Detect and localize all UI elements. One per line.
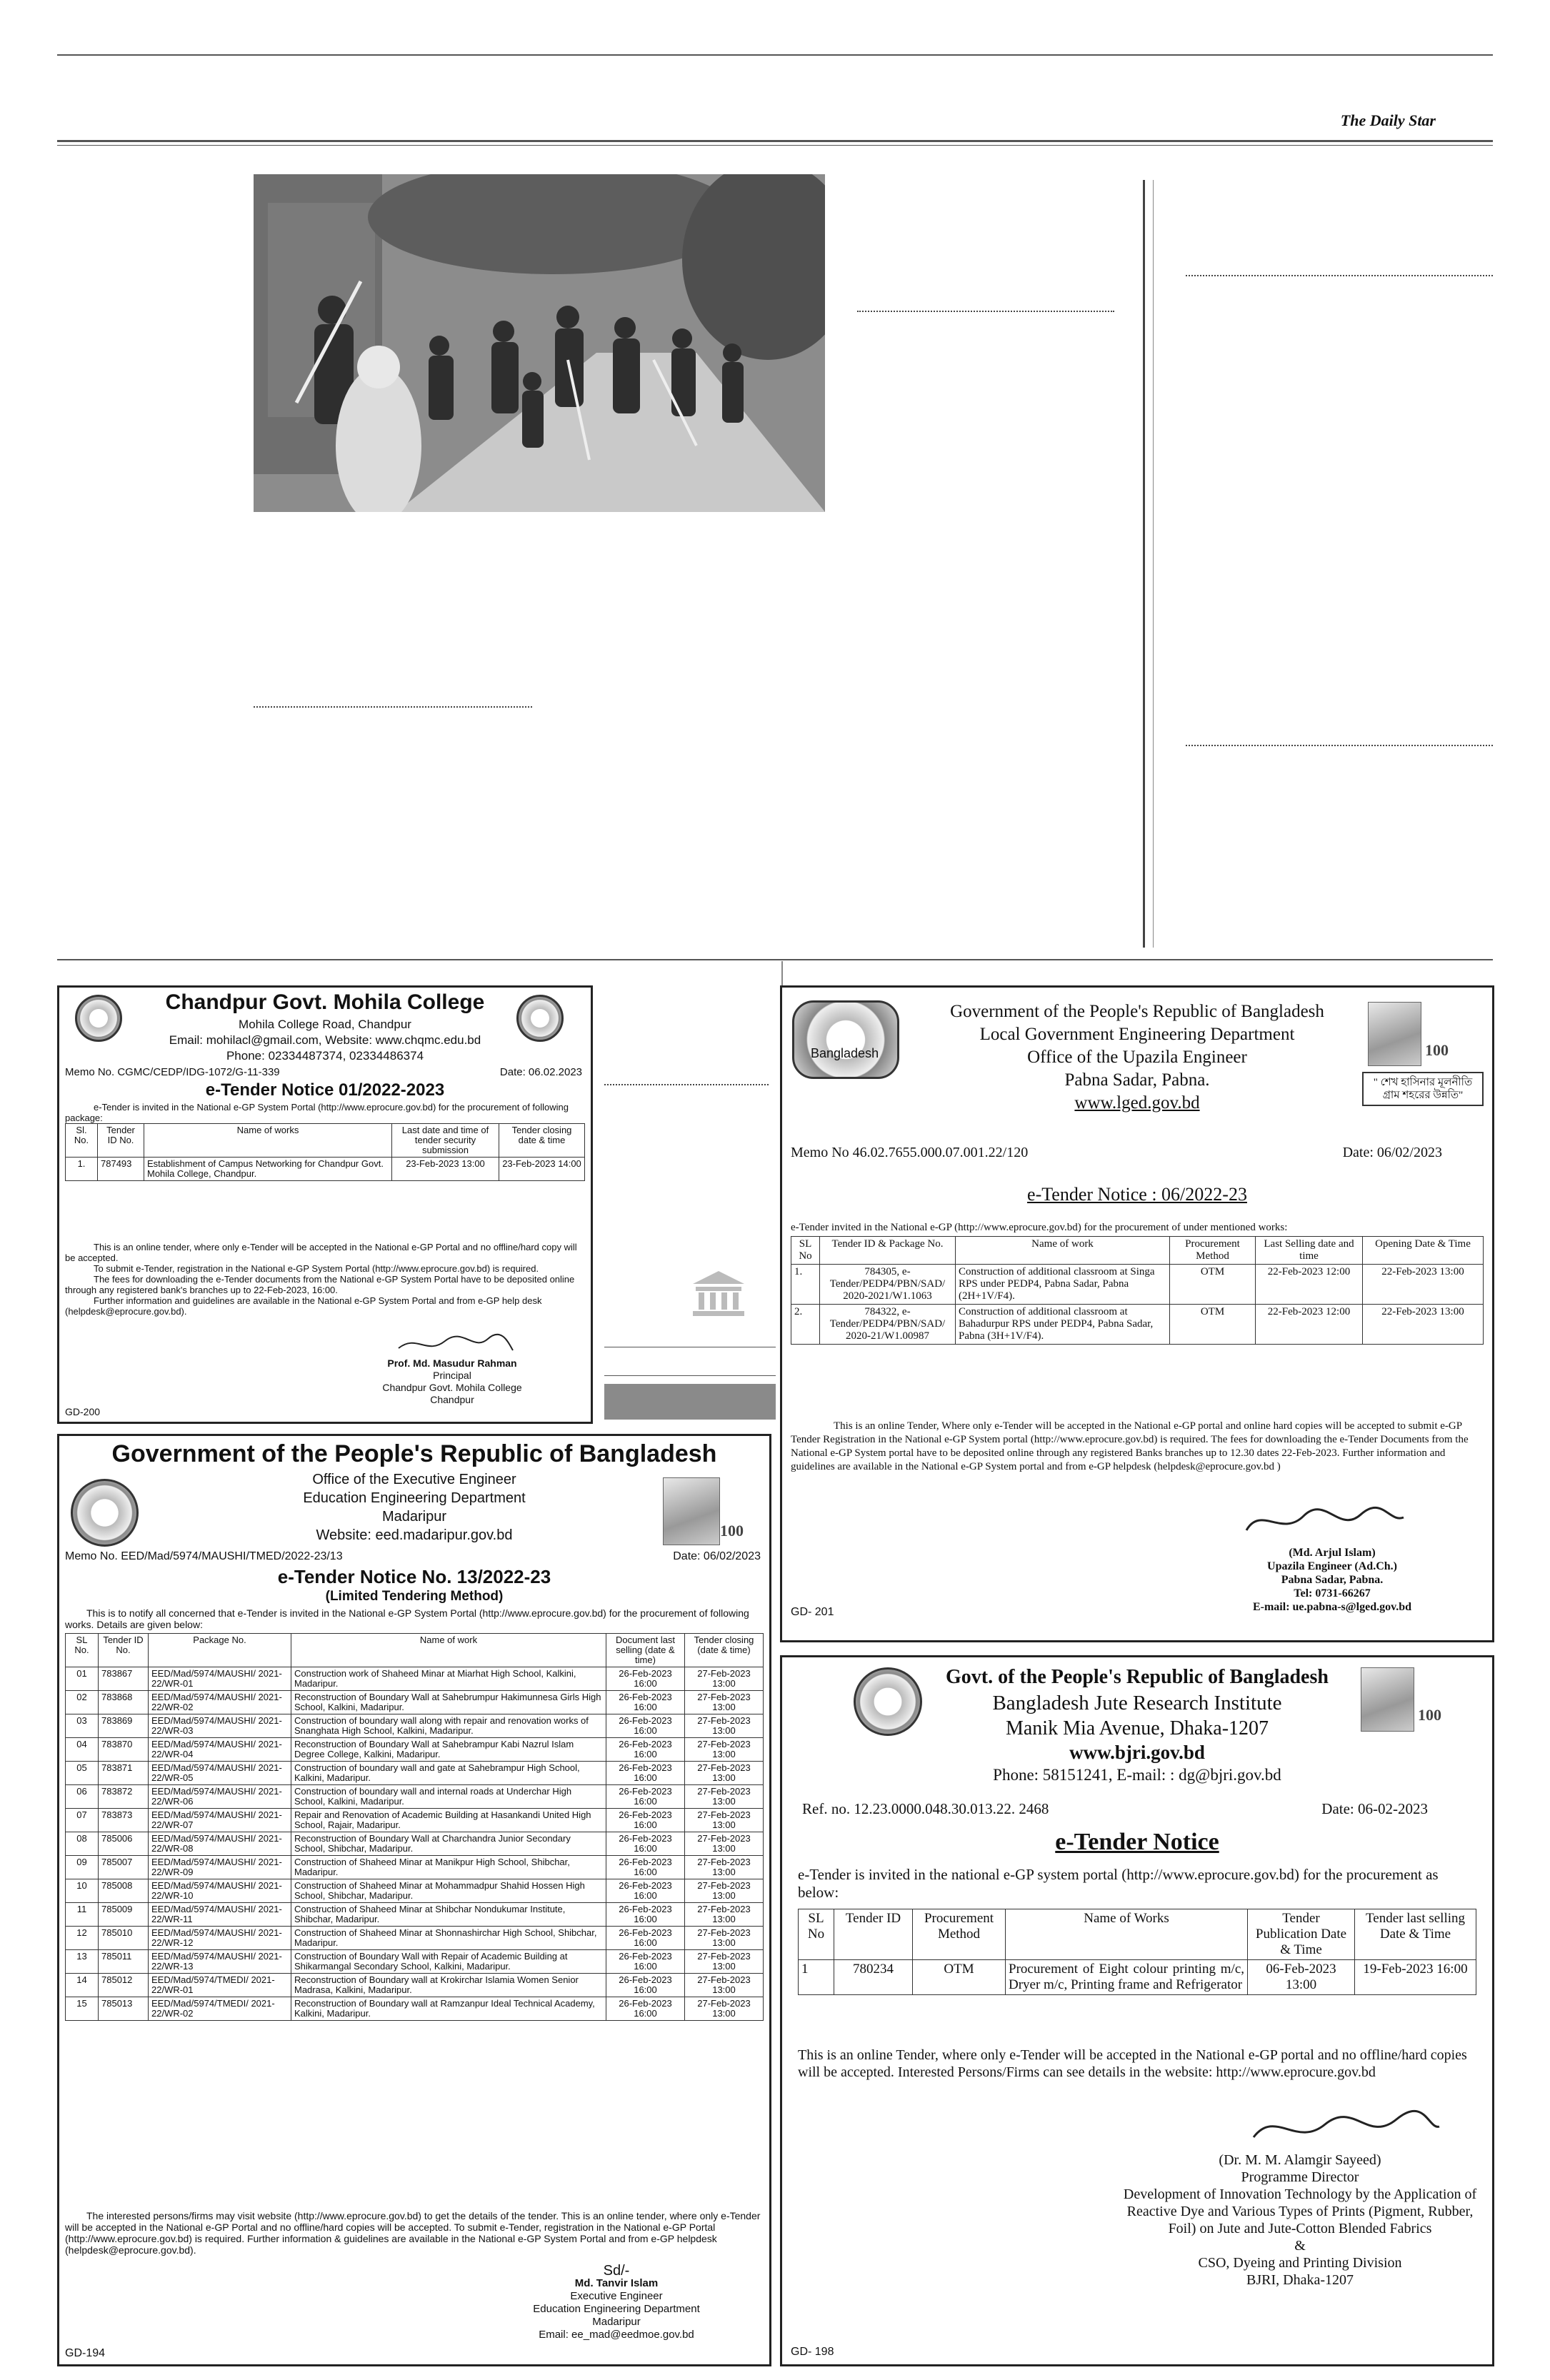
cell: 783867 [99, 1667, 149, 1691]
sig-title: Programme Director [1241, 2169, 1359, 2185]
madaripur-tender-ad [57, 1434, 771, 2366]
col-header: Tender last selling Date & Time [1355, 1909, 1476, 1960]
dark-bar [604, 1384, 776, 1420]
cell: 27-Feb-2023 13:00 [685, 1950, 764, 1974]
ref-number: Ref. no. 12.23.0000.048.30.013.22. 2468 [802, 1800, 1049, 1817]
sig-sd: Sd/- [603, 2263, 630, 2279]
top-rule [57, 54, 1493, 56]
ad-title: Government of the People's Republic of Bangladesh [111, 1440, 717, 1467]
cell: 04 [66, 1738, 99, 1762]
para: This is an online tender, where only e-Tender will be accepted in the National e-GP Portal and no offline/hard copy will be accepted. [65, 1242, 577, 1263]
cell: Construction of Shaheed Minar at Mohammadpur Shahid Hossen High School, Shibchar, Madaripur. [291, 1879, 606, 1903]
cell: 27-Feb-2023 13:00 [685, 1856, 764, 1879]
bjri-tender-ad [780, 1655, 1494, 2366]
cell: EED/Mad/5974/TMEDI/ 2021-22/WR-02 [149, 1997, 291, 2021]
cell: 783872 [99, 1785, 149, 1809]
notice-footer: This is an online Tender, where only e-Tender will be accepted in the National e-GP portal and no offline/hard copies will be accepted. Interested Persons/Firms can see details in the website: http://www.eprocure.gov.bd [798, 2047, 1467, 2080]
cell: Establishment of Campus Networking for Chandpur Govt. Mohila College, Chandpur. [144, 1158, 392, 1181]
table-row [66, 1879, 764, 1903]
col-header: Procurement Method [913, 1909, 1006, 1960]
cell: EED/Mad/5974/MAUSHI/ 2021-22/WR-09 [149, 1856, 291, 1879]
mujib-logo: 100 [1425, 1041, 1449, 1059]
cell: EED/Mad/5974/MAUSHI/ 2021-22/WR-02 [149, 1691, 291, 1714]
table-row [66, 1762, 764, 1785]
signature [1246, 2109, 1446, 2151]
cell: EED/Mad/5974/MAUSHI/ 2021-22/WR-03 [149, 1714, 291, 1738]
cell: 13 [66, 1950, 99, 1974]
mujib-logo: 100 [1418, 1706, 1441, 1724]
cell: OTM [1170, 1305, 1256, 1345]
cell: 787493 [98, 1158, 144, 1181]
col-header: Procurement Method [1170, 1237, 1256, 1265]
col-header: SL No [799, 1909, 834, 1960]
col-header: Package No. [149, 1634, 291, 1667]
table-row [66, 1903, 764, 1927]
memo-number: Memo No. CGMC/CEDP/IDG-1072/G-11-339 [65, 1066, 280, 1078]
cell: EED/Mad/5974/MAUSHI/ 2021-22/WR-04 [149, 1738, 291, 1762]
cell: 26-Feb-2023 16:00 [606, 1974, 685, 1997]
cell: 26-Feb-2023 16:00 [606, 1785, 685, 1809]
cell: 23-Feb-2023 13:00 [392, 1158, 499, 1181]
cell: Reconstruction of Boundary Wall at Sahebrumpur Hakimunnesa Girls High School, Kalkini, Madaripur. [291, 1691, 606, 1714]
notice-title: e-Tender Notice 01/2022-2023 [205, 1080, 445, 1100]
cell: 26-Feb-2023 16:00 [606, 1691, 685, 1714]
ad-phone: Phone: 58151241, E-mail: : dg@bjri.gov.bd [993, 1766, 1281, 1784]
cell: Construction of additional classroom at Bahadurpur RPS under PEDP4, Pabna Sadar, Pabna (3H+1V/F4). [956, 1305, 1170, 1345]
column-divider [1153, 180, 1154, 948]
col-header: SL No [791, 1237, 820, 1265]
col-header: Name of work [291, 1634, 606, 1667]
memo-number: Memo No. EED/Mad/5974/MAUSHI/TMED/2022-23/13 [65, 1550, 343, 1562]
table-row [66, 1950, 764, 1974]
memo-date: Date: 06/02/2023 [1342, 1145, 1442, 1160]
table-row [66, 1714, 764, 1738]
cell: Construction of boundary wall and internal roads at Underchar High School, Kalkini, Madaripur. [291, 1785, 606, 1809]
cell: 27-Feb-2023 13:00 [685, 1762, 764, 1785]
sig-name: (Md. Arjul Islam) [1289, 1547, 1376, 1559]
notice-footer: This is an online Tender, Where only e-Tender will be accepted in the National e-GP portal and online hard copies will be accepted to submit e-GP Tender Registration in the National e-GP System portal (http://www.eprocure.gov.bd) is required. The fees for downloading the e-Tender Documents from the National e-GP System portal have to be deposited online through any registered Banks branches up to 12.30 dates 22-Feb-2023. Further information and guidelines are available in the National e-GP System portal and from e-GP helpdesk (helpdesk@eprocure.gov.bd ) [791, 1420, 1469, 1472]
tender-table [798, 1909, 1476, 1995]
notice-title: e-Tender Notice [1055, 1829, 1219, 1855]
sig-city: Chandpur [430, 1394, 474, 1405]
column-divider [1143, 180, 1145, 948]
dotted-rule [1186, 275, 1493, 276]
signatory [1182, 1546, 1482, 1614]
table-row [66, 1809, 764, 1832]
cell: 15 [66, 1997, 99, 2021]
cell: Reconstruction of Boundary Wall at Charchandra Junior Secondary School, Shibchar, Madaripur. [291, 1832, 606, 1856]
cell: 27-Feb-2023 13:00 [685, 1667, 764, 1691]
cell: OTM [913, 1960, 1006, 1995]
cell: 785006 [99, 1832, 149, 1856]
signatory [1118, 2151, 1482, 2289]
notice-intro: e-Tender is invited in the national e-GP system portal (http://www.eprocure.gov.bd) for the procurement as below: [798, 1866, 1439, 1901]
notice-intro: This is to notify all concerned that e-Tender is invited in the National e-GP System Portal (http://www.eprocure.gov.bd) for the procurement of following works. Details are given below: [65, 1607, 749, 1630]
ad-title: Govt. of the People's Republic of Bangladesh [946, 1666, 1329, 1688]
cell: 26-Feb-2023 16:00 [606, 1997, 685, 2021]
cell: 27-Feb-2023 13:00 [685, 1903, 764, 1927]
col-header: Tender closing date & time [499, 1124, 585, 1158]
cell: 22-Feb-2023 13:00 [1363, 1305, 1484, 1345]
cell: EED/Mad/5974/MAUSHI/ 2021-22/WR-08 [149, 1832, 291, 1856]
tender-table [65, 1123, 585, 1181]
signatory [338, 1357, 566, 1406]
cell: 14 [66, 1974, 99, 1997]
cell: 26-Feb-2023 16:00 [606, 1950, 685, 1974]
cell: Reconstruction of Boundary wall at Krokirchar Islamia Women Senior Madrasa, Kalkini, Madaripur. [291, 1974, 606, 1997]
table-row [791, 1305, 1484, 1345]
cell: 1 [799, 1960, 834, 1995]
para: The fees for downloading the e-Tender documents from the National e-GP System Portal have to be deposited online through any registered bank's branches up to 22-Feb-2023, 16:00. [65, 1274, 575, 1295]
sig-email[interactable]: Email: ee_mad@eedmoe.gov.bd [539, 2329, 694, 2341]
tender-table [65, 1633, 764, 2021]
cell: 22-Feb-2023 13:00 [1363, 1265, 1484, 1305]
col-header: Last date and time of tender security submission [392, 1124, 499, 1158]
notice-footer: The interested persons/firms may visit website (http://www.eprocure.gov.bd) to get the details of the tender. This is an online tender, where only e-Tender will be accepted in the National e-GP Portal and no offline/hard copies will be accepted. To submit e-Tender, registration in the National e-GP Portal (http://www.eprocure.gov.bd) is required. Further information & guidelines are available in the National e-GP System Portal and from e-GP helpdesk (helpdesk@eprocure.gov.bd). [65, 2210, 761, 2256]
dotted-rule [857, 311, 1114, 312]
table-row [66, 1997, 764, 2021]
cell: EED/Mad/5974/TMEDI/ 2021-22/WR-01 [149, 1974, 291, 1997]
col-header: SL No. [66, 1634, 99, 1667]
sig-title: Executive Engineer [570, 2290, 663, 2302]
sig-cso: CSO, Dyeing and Printing Division [1198, 2255, 1402, 2271]
cell: 785010 [99, 1927, 149, 1950]
cell: EED/Mad/5974/MAUSHI/ 2021-22/WR-01 [149, 1667, 291, 1691]
cell: 26-Feb-2023 16:00 [606, 1832, 685, 1856]
notice-title: e-Tender Notice No. 13/2022-23 [277, 1566, 551, 1587]
cell: 27-Feb-2023 13:00 [685, 1809, 764, 1832]
cell: Reconstruction of Boundary wall at Ramzanpur Ideal Technical Academy, Kalkini, Madaripur. [291, 1997, 606, 2021]
col-header: Tender closing (date & time) [685, 1634, 764, 1667]
cell: 780234 [834, 1960, 913, 1995]
ad-address: Mohila College Road, Chandpur [239, 1018, 411, 1031]
table-row [66, 1856, 764, 1879]
table-row [66, 1738, 764, 1762]
cell: 02 [66, 1691, 99, 1714]
sig-name: Prof. Md. Masudur Rahman [387, 1357, 517, 1369]
signature [395, 1330, 516, 1359]
cell: 785007 [99, 1856, 149, 1879]
signatory [488, 2264, 745, 2341]
memo-date: Date: 06/02/2023 [673, 1550, 761, 1562]
cell: 2. [791, 1305, 820, 1345]
house-ad [597, 961, 783, 1424]
slogan: " শেখ হাসিনার মূলনীতি গ্রাম শহরের উন্নতি" [1362, 1072, 1484, 1106]
cell: 783868 [99, 1691, 149, 1714]
ads-top-rule [57, 959, 1493, 960]
cell: 26-Feb-2023 16:00 [606, 1856, 685, 1879]
lged-tender-ad [780, 985, 1494, 1642]
cell: Construction of Shaheed Minar at Shibchar Nondukumar Institute, Shibchar, Madaripur. [291, 1903, 606, 1927]
ref-date: Date: 06-02-2023 [1321, 1800, 1428, 1817]
masthead-rule-2 [57, 145, 1493, 146]
cell: EED/Mad/5974/MAUSHI/ 2021-22/WR-12 [149, 1927, 291, 1950]
masthead-rule [57, 140, 1493, 142]
cell: 783870 [99, 1738, 149, 1762]
cell: 783869 [99, 1714, 149, 1738]
cell: 11 [66, 1903, 99, 1927]
signature [1239, 1502, 1411, 1545]
col-header: Tender ID [834, 1909, 913, 1960]
gd-code: GD-194 [65, 2347, 106, 2359]
cell: 785009 [99, 1903, 149, 1927]
cell: Construction of Shaheed Minar at Shonnashirchar High School, Shibchar, Madaripur. [291, 1927, 606, 1950]
rule [604, 1375, 776, 1376]
news-photo [254, 174, 825, 512]
cell: 08 [66, 1832, 99, 1856]
cell: Reconstruction of Boundary Wall at Sahebrampur Kabi Nazrul Islam Degree College, Kalkini, Madaripur. [291, 1738, 606, 1762]
cell: 785013 [99, 1997, 149, 2021]
cell: 19-Feb-2023 16:00 [1355, 1960, 1476, 1995]
cell: 06-Feb-2023 13:00 [1248, 1960, 1355, 1995]
cell: 26-Feb-2023 16:00 [606, 1738, 685, 1762]
col-header: Name of works [144, 1124, 392, 1158]
cell: 09 [66, 1856, 99, 1879]
col-header: Name of work [956, 1237, 1170, 1265]
cell: Construction work of Shaheed Minar at Miarhat High School, Kalkini, Madaripur. [291, 1667, 606, 1691]
sig-title: Upazila Engineer (Ad.Ch.) [1267, 1560, 1397, 1572]
notice-intro: e-Tender invited in the National e-GP (http://www.eprocure.gov.bd) for the procurement of under mentioned works: [791, 1222, 1288, 1233]
cell: Repair and Renovation of Academic Building at Hasankandi United High School, Rajair, Madaripur. [291, 1809, 606, 1832]
cell: 22-Feb-2023 12:00 [1256, 1305, 1363, 1345]
ad-office: Office of the Upazila Engineer [1027, 1048, 1247, 1067]
ad-website[interactable]: Website: eed.madaripur.gov.bd [316, 1527, 513, 1543]
masthead-brand: The Daily Star [1340, 111, 1436, 129]
notice-method: (Limited Tendering Method) [325, 1589, 504, 1604]
cell: OTM [1170, 1265, 1256, 1305]
cell: Construction of Shaheed Minar at Manikpur High School, Shibchar, Madaripur. [291, 1856, 606, 1879]
ad-website[interactable]: www.bjri.gov.bd [1069, 1742, 1205, 1763]
gd-code: GD- 201 [791, 1606, 834, 1618]
sig-tel: Tel: 0731-66267 [1294, 1587, 1371, 1600]
table-row [66, 1974, 764, 1997]
cell: 27-Feb-2023 13:00 [685, 1997, 764, 2021]
sig-email[interactable]: E-mail: ue.pabna-s@lged.gov.bd [1252, 1601, 1412, 1613]
cell: 784322, e-Tender/PEDP4/PBN/SAD/ 2020-21/W1.00987 [820, 1305, 956, 1345]
cell: 785008 [99, 1879, 149, 1903]
gd-code: GD- 198 [791, 2346, 834, 2358]
cell: EED/Mad/5974/MAUSHI/ 2021-22/WR-11 [149, 1903, 291, 1927]
cell: 783873 [99, 1809, 149, 1832]
cell: 27-Feb-2023 13:00 [685, 1974, 764, 1997]
ad-dept: Education Engineering Department [303, 1490, 526, 1506]
col-header: Opening Date & Time [1363, 1237, 1484, 1265]
table-row [66, 1667, 764, 1691]
cell: 23-Feb-2023 14:00 [499, 1158, 585, 1181]
chandpur-tender-ad [57, 985, 593, 1424]
cell: 1. [66, 1158, 98, 1181]
cell: Construction of Boundary Wall with Repair of Academic Building at Shikarmangal Secondary School, Kalkini, Madaripur. [291, 1950, 606, 1974]
table-row [791, 1265, 1484, 1305]
ad-email-line[interactable]: Email: mohilacl@gmail.com, Website: www.chqmc.edu.bd [169, 1033, 481, 1047]
ad-address: Manik Mia Avenue, Dhaka-1207 [1005, 1717, 1269, 1739]
cell: 783871 [99, 1762, 149, 1785]
ad-city: Madaripur [381, 1509, 447, 1525]
table-row [66, 1832, 764, 1856]
photo-crowd-illustration [254, 174, 825, 512]
col-header: Tender Publication Date & Time [1248, 1909, 1355, 1960]
sig-programme: Development of Innovation Technology by the Application of Reactive Dye and Various Types of Prints (Pigment, Rubber, Foil) on Jute and Jute-Cotton Blended Fabrics [1123, 2186, 1477, 2236]
cell: 26-Feb-2023 16:00 [606, 1879, 685, 1903]
cell: 26-Feb-2023 16:00 [606, 1903, 685, 1927]
cell: Construction of additional classroom at Singa RPS under PEDP4, Pabna Sadar, Pabna (2H+1V/F4). [956, 1265, 1170, 1305]
ad-dept: Local Government Engineering Department [979, 1025, 1295, 1044]
ad-website[interactable]: www.lged.gov.bd [1074, 1093, 1200, 1113]
cell: 785012 [99, 1974, 149, 1997]
ad-title: Chandpur Govt. Mohila College [165, 990, 485, 1014]
table-row [66, 1927, 764, 1950]
cell: EED/Mad/5974/MAUSHI/ 2021-22/WR-10 [149, 1879, 291, 1903]
cell: 785011 [99, 1950, 149, 1974]
logo-caption: Bangladesh [811, 1046, 879, 1060]
tender-table [791, 1236, 1484, 1345]
ad-org: Bangladesh Jute Research Institute [992, 1692, 1282, 1714]
cell: Procurement of Eight colour printing m/c, Dryer m/c, Printing frame and Refrigerator [1006, 1960, 1248, 1995]
cell: 07 [66, 1809, 99, 1832]
cell: 27-Feb-2023 13:00 [685, 1879, 764, 1903]
sig-name: (Dr. M. M. Alamgir Sayeed) [1219, 2152, 1381, 2168]
cell: EED/Mad/5974/MAUSHI/ 2021-22/WR-13 [149, 1950, 291, 1974]
cell: 22-Feb-2023 12:00 [1256, 1265, 1363, 1305]
table-row [66, 1691, 764, 1714]
cell: 26-Feb-2023 16:00 [606, 1714, 685, 1738]
ad-title: Government of the People's Republic of Bangladesh [950, 1002, 1324, 1021]
cell: 27-Feb-2023 13:00 [685, 1927, 764, 1950]
table-row [66, 1158, 585, 1181]
cell: 05 [66, 1762, 99, 1785]
cell: 27-Feb-2023 13:00 [685, 1691, 764, 1714]
cell: 26-Feb-2023 16:00 [606, 1762, 685, 1785]
col-header: Document last selling (date & time) [606, 1634, 685, 1667]
sig-city: BJRI, Dhaka-1207 [1246, 2272, 1354, 2288]
col-header: Last Selling date and time [1256, 1237, 1363, 1265]
cell: 27-Feb-2023 13:00 [685, 1738, 764, 1762]
col-header: Name of Works [1006, 1909, 1248, 1960]
gd-code: GD-200 [65, 1406, 101, 1417]
cell: 01 [66, 1667, 99, 1691]
col-header: Tender ID No. [98, 1124, 144, 1158]
institution-icon [690, 1268, 747, 1318]
col-header: Tender ID No. [99, 1634, 149, 1667]
sig-title: Principal [433, 1370, 471, 1381]
cell: 03 [66, 1714, 99, 1738]
cell: 26-Feb-2023 16:00 [606, 1927, 685, 1950]
col-header: Sl. No. [66, 1124, 98, 1158]
cell: Construction of boundary wall along with repair and renovation works of Snanghata High School, Kalkini, Madaripur. [291, 1714, 606, 1738]
dotted-rule [254, 706, 532, 708]
memo-number: Memo No 46.02.7655.000.07.001.22/120 [791, 1145, 1029, 1160]
cell: EED/Mad/5974/MAUSHI/ 2021-22/WR-06 [149, 1785, 291, 1809]
sig-org: Chandpur Govt. Mohila College [382, 1382, 522, 1393]
cell: 06 [66, 1785, 99, 1809]
cell: 26-Feb-2023 16:00 [606, 1809, 685, 1832]
cell: 27-Feb-2023 13:00 [685, 1832, 764, 1856]
col-header: Tender ID & Package No. [820, 1237, 956, 1265]
cell: 1. [791, 1265, 820, 1305]
para: To submit e-Tender, registration in the National e-GP System Portal (http://www.eprocure.gov.bd) is required. [94, 1263, 539, 1274]
notice-title: e-Tender Notice : 06/2022-23 [1027, 1184, 1247, 1205]
cell: 26-Feb-2023 16:00 [606, 1667, 685, 1691]
cell: 10 [66, 1879, 99, 1903]
sig-city: Madaripur [592, 2316, 641, 2328]
cell: 27-Feb-2023 13:00 [685, 1714, 764, 1738]
ad-phone: Phone: 02334487374, 02334486374 [226, 1049, 424, 1063]
cell: Construction of boundary wall and gate at Sahebrampur High School, Kalkini, Madaripur. [291, 1762, 606, 1785]
mujib-logo: 100 [720, 1522, 744, 1540]
cell: EED/Mad/5974/MAUSHI/ 2021-22/WR-07 [149, 1809, 291, 1832]
cell: EED/Mad/5974/MAUSHI/ 2021-22/WR-05 [149, 1762, 291, 1785]
sig-amp: & [1294, 2238, 1306, 2254]
sig-city: Pabna Sadar, Pabna. [1281, 1574, 1384, 1586]
sig-dept: Education Engineering Department [533, 2303, 700, 2315]
ad-city: Pabna Sadar, Pabna. [1064, 1070, 1210, 1090]
cell: 784305, e-Tender/PEDP4/PBN/SAD/ 2020-2021/W1.1063 [820, 1265, 956, 1305]
table-row [799, 1960, 1476, 1995]
sig-name: Md. Tanvir Islam [574, 2277, 659, 2289]
memo-date: Date: 06.02.2023 [499, 1066, 582, 1078]
cell: 27-Feb-2023 13:00 [685, 1785, 764, 1809]
table-row [66, 1785, 764, 1809]
dotted-rule [604, 1084, 769, 1085]
cell: 12 [66, 1927, 99, 1950]
notice-body [65, 1242, 585, 1317]
dotted-rule [1186, 745, 1493, 746]
notice-intro: e-Tender is invited in the National e-GP System Portal (http://www.eprocure.gov.bd) for the procurement of following package: [65, 1102, 569, 1123]
ad-office: Office of the Executive Engineer [312, 1472, 516, 1487]
para: Further information and guidelines are available in the National e-GP System Portal and from e-GP help desk (helpdesk@eprocure.gov.bd). [65, 1295, 542, 1317]
